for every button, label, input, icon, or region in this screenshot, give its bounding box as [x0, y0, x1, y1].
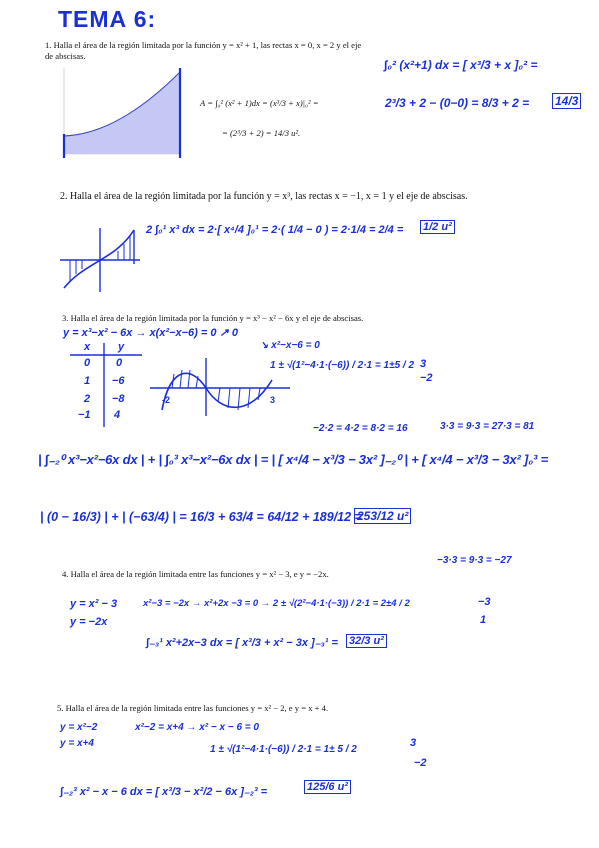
problem-5-root-1: 3 — [410, 737, 417, 749]
svg-text:3: 3 — [270, 395, 276, 405]
problem-4-statement: 4. Halla el área de la región limitada entre las funciones y = x² − 3, e y = −2x. — [62, 569, 329, 579]
problem-3-final: | (0 − 16/3) | + | (−63/4) | = 16/3 + 63/4 = 64/12 + 189/12 = — [40, 510, 362, 524]
problem-3-equation: y = x³−x² − 6x → x(x²−x−6) = 0 ↗ 0 — [63, 327, 238, 339]
problem-1-handwritten-line-2: 2³/3 + 2 − (0−0) = 8/3 + 2 = — [385, 96, 530, 110]
problem-1-statement: 1. Halla el área de la región limitada por la función y = x² + 1, las rectas x = 0, x = 2 y el eje de abscisas. — [45, 40, 362, 61]
problem-5-statement: 5. Halla el área de la región limitada entre las funciones y = x² − 2, e y = x + 4. — [57, 703, 329, 713]
svg-text:-2: -2 — [162, 395, 171, 405]
problem-5-function-2: y = x+4 — [60, 738, 94, 749]
problem-3-formula: 1 ± √(1²−4·1·(−6)) / 2·1 = 1±5 / 2 — [270, 360, 415, 371]
problem-5-root-2: −2 — [414, 757, 427, 769]
table-cell: −1 — [78, 409, 91, 421]
problem-3-calc-2: 3·3 = 9·3 = 27·3 = 81 — [440, 421, 535, 432]
problem-3-quadratic: ↘ x²−x−6 = 0 — [260, 340, 320, 351]
problem-3-graph — [150, 358, 290, 418]
table-cell: 2 — [84, 393, 91, 405]
problem-5-result: 125/6 u² — [304, 780, 351, 794]
problem-3-result: 253/12 u² — [354, 508, 411, 524]
problem-2-result: 1/2 u² — [420, 220, 455, 234]
problem-3-integrals: | ∫₋₂⁰ x³−x²−6x dx | + | ∫₀³ x³−x²−6x dx | = | [ x⁴/4 − x³/3 − 3x² ]₋₂⁰ | + [ x⁴/4 − x³/3 − 3x² ]₀³ = — [38, 452, 548, 467]
problem-4-side-calc: −3·3 = 9·3 = −27 — [437, 555, 512, 566]
problem-2-handwritten-line: 2 ∫₀¹ x³ dx = 2·[ x⁴/4 ]₀¹ = 2·( 1/4 − 0 ) = 2·1/4 = 2/4 = — [146, 224, 404, 236]
problem-4-root-1: −3 — [478, 596, 491, 608]
problem-1-graph — [58, 68, 184, 160]
problem-4-result: 32/3 u² — [346, 634, 387, 648]
problem-3-root-2: −2 — [420, 372, 433, 384]
problem-2-statement: 2. Halla el área de la región limitada por la función y = x³, las rectas x = −1, x = 1 y el eje de abscisas. — [60, 191, 468, 202]
page-title: TEMA 6: — [58, 6, 157, 32]
problem-3-root-1: 3 — [420, 358, 427, 370]
table-header-y: y — [118, 341, 125, 353]
problem-1-printed-equation-2: = (2³/3 + 2) = 14/3 u². — [222, 128, 301, 138]
problem-2-graph — [60, 224, 140, 294]
problem-5-formula: 1 ± √(1²−4·1·(−6)) / 2·1 = 1± 5 / 2 — [210, 744, 357, 755]
problem-4-root-2: 1 — [480, 614, 487, 626]
table-cell: 0 — [84, 357, 91, 369]
problem-5-equation: x²−2 = x+4 → x² − x − 6 = 0 — [135, 722, 259, 733]
table-cell: 4 — [114, 409, 121, 421]
problem-1-printed-equation-1: A = ∫₀² (x² + 1)dx = (x³/3 + x)|₀² = — [200, 98, 319, 108]
table-cell: −8 — [112, 393, 125, 405]
problem-5-integral: ∫₋₂³ x² − x − 6 dx = [ x³/3 − x²/2 − 6x ]₋₂³ = — [60, 786, 268, 798]
table-cell: 1 — [84, 375, 91, 387]
problem-5-function-1: y = x²−2 — [60, 722, 98, 733]
problem-4-equation: x²−3 = −2x → x²+2x −3 = 0 → 2 ± √(2²−4·1·(−3)) / 2·1 = 2±4 / 2 — [143, 598, 410, 609]
table-cell: 0 — [116, 357, 123, 369]
problem-4-integral: ∫₋₃¹ x²+2x−3 dx = [ x³/3 + x² − 3x ]₋₃¹ = — [146, 637, 338, 649]
problem-1-handwritten-line-1: ∫₀² (x²+1) dx = [ x³/3 + x ]₀² = — [384, 58, 538, 72]
problem-3-statement: 3. Halla el área de la región limitada por la función y = x³ − x² − 6x y el eje de abscisas. — [62, 313, 364, 323]
problem-4-function-1: y = x² − 3 — [70, 598, 118, 610]
problem-4-function-2: y = −2x — [70, 616, 108, 628]
table-header-x: x — [84, 341, 91, 353]
table-cell: −6 — [112, 375, 125, 387]
problem-1-result: 14/3 — [552, 93, 581, 109]
problem-3-calc-1: −2·2 = 4·2 = 8·2 = 16 — [313, 423, 408, 434]
